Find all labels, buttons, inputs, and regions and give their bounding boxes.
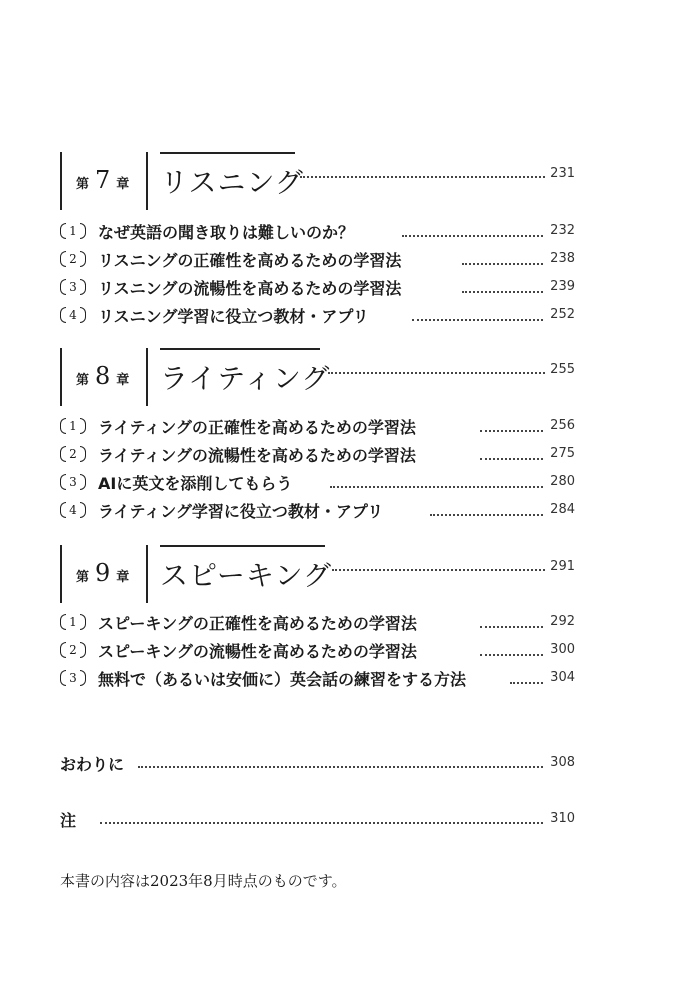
toc-section[interactable]	[60, 498, 575, 522]
chapter-divider	[146, 545, 148, 603]
chapter-divider	[146, 348, 148, 406]
toc-section[interactable]	[60, 666, 575, 690]
page-number: 232	[550, 223, 575, 238]
chapter-number	[76, 559, 129, 589]
leader-dots	[328, 370, 545, 374]
section-title: AIに英文を添削してもらう	[98, 474, 293, 493]
leader-dots	[480, 428, 543, 432]
chapter-7-heading[interactable]	[60, 152, 575, 210]
toc-section[interactable]	[60, 610, 575, 634]
leader-dots	[480, 624, 543, 628]
chapter-number	[76, 362, 129, 392]
chapter-number	[76, 166, 129, 196]
section-marker: 3	[60, 278, 86, 296]
chapter-suffix: 章	[116, 177, 130, 192]
chapter-suffix: 章	[116, 570, 130, 585]
toc-section[interactable]	[60, 442, 575, 466]
chapter-number-value: 8	[95, 362, 111, 390]
section-marker: 3	[60, 669, 86, 687]
leader-dots	[138, 764, 543, 768]
leader-dots	[412, 317, 543, 321]
toc-section[interactable]	[60, 414, 575, 438]
page-number: 256	[550, 418, 575, 433]
toc-section[interactable]	[60, 275, 575, 299]
page-number: 291	[550, 559, 575, 574]
section-marker: 4	[60, 306, 86, 324]
page-number: 280	[550, 474, 575, 489]
toc-section[interactable]	[60, 219, 575, 243]
leader-dots	[300, 174, 545, 178]
page-number: 300	[550, 642, 575, 657]
chapter-suffix: 章	[116, 373, 130, 388]
section-marker: 2	[60, 641, 86, 659]
footnote: 本書の内容は2023年8月時点のものです。	[60, 872, 347, 890]
page-number: 239	[550, 279, 575, 294]
section-title: ライティングの正確性を高めるための学習法	[98, 418, 416, 437]
section-title: リスニング学習に役立つ教材・アプリ	[98, 307, 369, 326]
afterword-title: おわりに	[60, 755, 125, 774]
section-marker: 1	[60, 222, 86, 240]
leader-dots	[330, 484, 543, 488]
leader-dots	[462, 261, 543, 265]
toc-notes[interactable]	[60, 808, 575, 832]
page-number: 252	[550, 307, 575, 322]
section-marker: 1	[60, 613, 86, 631]
leader-dots	[510, 680, 543, 684]
leader-dots	[430, 512, 543, 516]
chapter-8-heading[interactable]	[60, 348, 575, 406]
section-marker: 1	[60, 417, 86, 435]
chapter-prefix: 第	[76, 177, 90, 192]
section-marker: 4	[60, 501, 86, 519]
chapter-number-value: 9	[95, 559, 111, 587]
toc-afterword[interactable]	[60, 752, 575, 776]
page-number: 310	[550, 811, 575, 826]
chapter-number-value: 7	[95, 166, 111, 194]
page-number: 238	[550, 251, 575, 266]
chapter-bar	[60, 545, 62, 603]
leader-dots	[480, 652, 543, 656]
page-number: 292	[550, 614, 575, 629]
leader-dots	[402, 233, 543, 237]
page-number: 284	[550, 502, 575, 517]
section-title: スピーキングの正確性を高めるための学習法	[98, 614, 417, 633]
chapter-bar	[60, 152, 62, 210]
page-number: 255	[550, 362, 575, 377]
section-title: 無料で（あるいは安価に）英会話の練習をする方法	[98, 670, 467, 689]
toc-section[interactable]	[60, 470, 575, 494]
chapter-bar	[60, 348, 62, 406]
chapter-title: スピーキング	[160, 559, 333, 592]
page-number: 231	[550, 166, 575, 181]
leader-dots	[332, 567, 545, 571]
toc-section[interactable]	[60, 303, 575, 327]
section-title: ライティングの流暢性を高めるための学習法	[98, 446, 416, 465]
page-number: 308	[550, 755, 575, 770]
leader-dots	[100, 820, 543, 824]
page-number: 304	[550, 670, 575, 685]
chapter-prefix: 第	[76, 373, 90, 388]
section-marker: 2	[60, 250, 86, 268]
section-title: なぜ英語の聞き取りは難しいのか？	[98, 223, 355, 242]
section-marker: 2	[60, 445, 86, 463]
chapter-title: リスニング	[160, 166, 304, 199]
section-title: リスニングの流暢性を高めるための学習法	[98, 279, 402, 298]
chapter-title: ライティング	[160, 362, 331, 395]
toc-section[interactable]	[60, 638, 575, 662]
page-number: 275	[550, 446, 575, 461]
section-marker: 3	[60, 473, 86, 491]
leader-dots	[462, 289, 543, 293]
leader-dots	[480, 456, 543, 460]
toc-section[interactable]	[60, 247, 575, 271]
notes-title: 注	[60, 811, 77, 830]
chapter-9-heading[interactable]	[60, 545, 575, 603]
chapter-prefix: 第	[76, 570, 90, 585]
section-title: リスニングの正確性を高めるための学習法	[98, 251, 402, 270]
chapter-divider	[146, 152, 148, 210]
section-title: スピーキングの流暢性を高めるための学習法	[98, 642, 417, 661]
section-title: ライティング学習に役立つ教材・アプリ	[98, 502, 384, 521]
